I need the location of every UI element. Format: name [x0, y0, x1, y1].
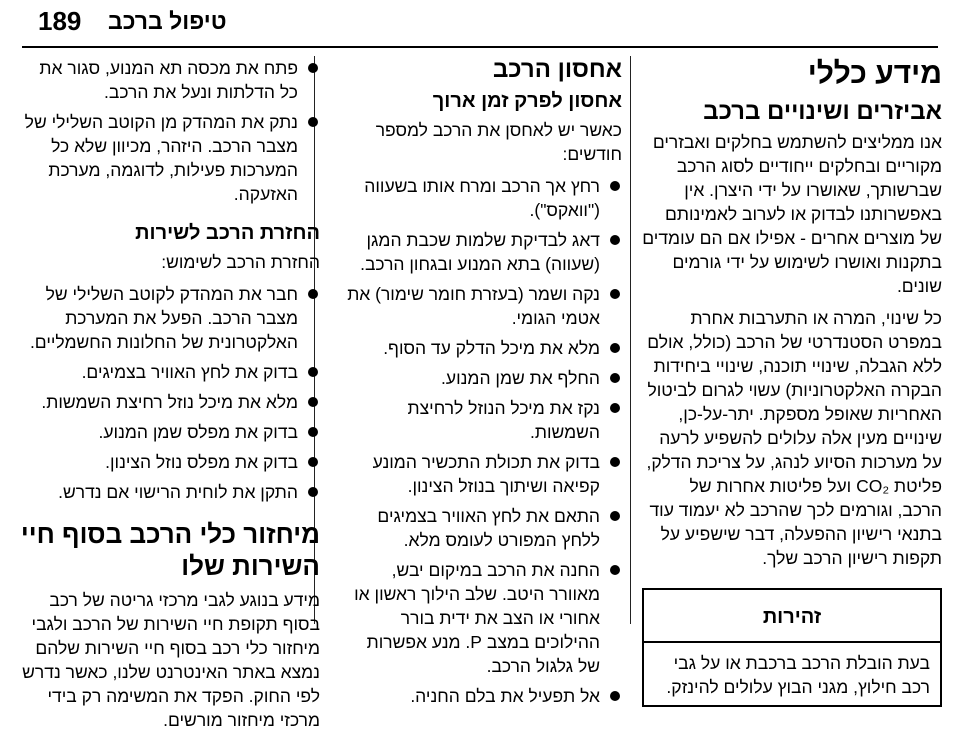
- list-item: נקה ושמר (בעזרת חומר שימור) את אטמי הגומי.: [344, 282, 622, 330]
- list-item: החלף את שמן המנוע.: [344, 366, 622, 390]
- caution-title: זהירות: [644, 590, 940, 643]
- list-item: החנה את הרכב במיקום יבש, מאוורר היטב. שלב הילוך ראשון או אחורי או הצב את ידית בורר ההילוכים במצב P. מנע אפשרות של גלגול הרכב.: [344, 558, 622, 678]
- list-item: חבר את המהדק לקוטב השלילי של מצבר הרכב. הפעל את המערכת האלקטרונית של החלונות החשמליים.: [20, 282, 320, 354]
- heading-vehicle-recycling: מיחזור כלי הרכב בסוף חיי השירות שלו: [20, 519, 320, 581]
- column-divider-right: [630, 56, 631, 624]
- heading-return-to-service: החזרת הרכב לשירות: [135, 222, 320, 244]
- list-item: דאג לבדיקת שלמות שכבת המגן (שעווה) בתא המנוע ובגחון הרכב.: [344, 228, 622, 276]
- page-number: 189: [38, 6, 82, 36]
- caution-box: [642, 588, 942, 707]
- list-item: אל תפעיל את בלם החניה.: [344, 684, 622, 708]
- paragraph-modifications: כל שינוי, המרה או התערבות אחרת במפרט הסטנדרטי של הרכב (כולל, אולם ללא הגבלה, שינויי תוכנה, שינויי ביחידות הבקרה האלקטרוניות) עשוי לגרום לביטול האחריות שאופל מספקת. יתר-על-כן, שינויים מעין אלה עלולים להשפיע לרעה על מערכות הסיוע לנהג, על צריכת הדלק, פליטת CO₂ ועל פליטות אחרות של הרכב, וגורמים לכך שהרכב לא יעמוד עוד בתנאי רישיון ההפעלה, דבר שישפיע על תקפות רישיון הרכב שלך.: [646, 308, 942, 568]
- caution-text: בעת הובלת הרכב ברכבת או על גבי רכב חילוץ, מגני הבוץ עלולים להינזק.: [666, 653, 930, 697]
- column-right: [642, 56, 942, 697]
- heading-vehicle-storage: אחסון הרכב: [492, 56, 622, 83]
- bullet-icon: [308, 117, 318, 127]
- return-bullet-list: [20, 282, 320, 504]
- list-item: בדוק את לחץ האוויר בצמיגים.: [20, 360, 320, 384]
- bullet-icon: [610, 691, 620, 701]
- list-item: בדוק את מפלס נוזל הצינון.: [20, 450, 320, 474]
- column-left: [20, 56, 320, 730]
- bullet-icon: [610, 403, 620, 413]
- bullet-icon: [610, 343, 620, 353]
- heading-long-storage: אחסון לפרק זמן ארוך: [432, 90, 622, 112]
- page-header: [0, 0, 960, 46]
- running-title: טיפול ברכב: [108, 8, 227, 34]
- storage-bullet-list: [344, 174, 622, 708]
- storage-bullet-list-continued: [20, 56, 320, 206]
- paragraph-accessories: אנו ממליצים להשתמש בחלקים ואבזרים מקוריים ובחלקים ייחודיים לסוג הרכב שברשותך, שאושרו על ידי היצרן. אין באפשרותנו לבדוק או לערוב לאמינותם של מוצרים אחרים - אפילו אם הם עומדים בתקנות ואושרו לשימוש על ידי גורמים שונים.: [642, 132, 942, 296]
- paragraph-recycling: מידע בנוגע לגבי מרכזי גריטה של רכב בסוף תקופת חיי השירות של הרכב ולגבי מיחזור כלי רכב בסוף חיי השירות שלהם נמצא באתר האינטרנט שלנו, כאשר נדרש לפי החוק. הפקד את המשימה רק בידי מרכזי מיחזור מורשים.: [22, 590, 320, 730]
- heading-accessories: אביזרים ושינויים ברכב: [703, 98, 942, 125]
- list-item: רחץ אך הרכב ומרח אותו בשעווה ("וואקס").: [344, 174, 622, 222]
- list-item: מלא את מיכל נוזל רחיצת השמשות.: [20, 390, 320, 414]
- bullet-icon: [610, 181, 620, 191]
- list-item: מלא את מיכל הדלק עד הסוף.: [344, 336, 622, 360]
- header-rule: [22, 46, 938, 48]
- return-intro: החזרת הרכב לשימוש:: [161, 252, 320, 272]
- bullet-icon: [308, 367, 318, 377]
- bullet-icon: [308, 63, 318, 73]
- list-item: בדוק את מפלס שמן המנוע.: [20, 420, 320, 444]
- bullet-icon: [610, 373, 620, 383]
- bullet-icon: [610, 235, 620, 245]
- bullet-icon: [610, 511, 620, 521]
- storage-intro: כאשר יש לאחסן את הרכב למספר חודשים:: [375, 120, 622, 164]
- bullet-icon: [308, 487, 318, 497]
- list-item: נתק את המהדק מן הקוטב השלילי של מצבר הרכב. היזהר, מכיוון שלא כל המערכות פעילות, לדוגמה, מערכת האזעקה.: [20, 110, 320, 206]
- list-item: התאם את לחץ האוויר בצמיגים ללחץ המפורט לעומס מלא.: [344, 504, 622, 552]
- bullet-icon: [308, 397, 318, 407]
- list-item: בדוק את תכולת התכשיר המונע קפיאה ושיתוך בנוזל הצינון.: [344, 450, 622, 498]
- bullet-icon: [308, 457, 318, 467]
- list-item: נקז את מיכל הנוזל לרחיצת השמשות.: [344, 396, 622, 444]
- bullet-icon: [610, 289, 620, 299]
- bullet-icon: [308, 289, 318, 299]
- list-item: התקן את לוחית הרישוי אם נדרש.: [20, 480, 320, 504]
- bullet-icon: [308, 427, 318, 437]
- list-item: פתח את מכסה תא המנוע, סגור את כל הדלתות ונעל את הרכב.: [20, 56, 320, 104]
- section-title-general: מידע כללי: [807, 57, 942, 90]
- column-middle: [344, 56, 622, 706]
- bullet-icon: [610, 457, 620, 467]
- bullet-icon: [610, 565, 620, 575]
